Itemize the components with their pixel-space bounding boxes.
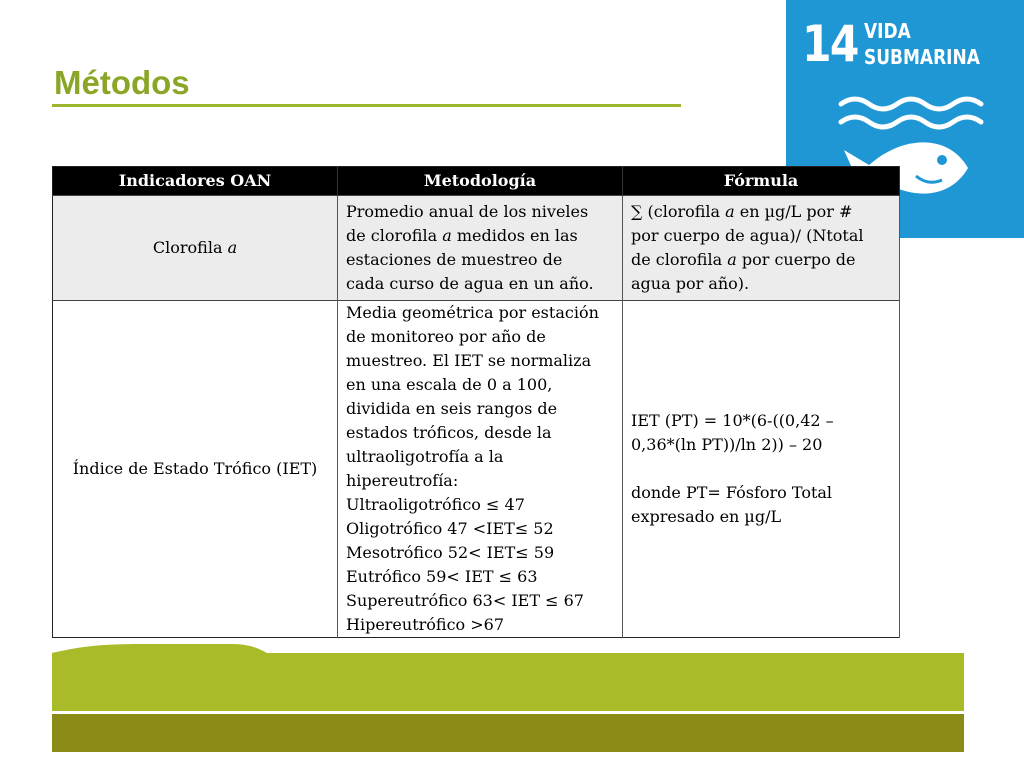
formula-note-line: donde PT= Fósforo Total	[631, 483, 833, 502]
method-line: estaciones de muestreo de	[346, 250, 563, 269]
method-line: Mesotrófico 52< IET≤ 59	[346, 543, 555, 562]
decorative-band-green	[52, 653, 964, 711]
indicator-cell	[53, 196, 338, 301]
header-metodologia: Metodología	[338, 167, 623, 196]
formula-spacer	[631, 457, 891, 481]
indicator-italic: a	[227, 238, 238, 257]
slide-title: Métodos	[54, 64, 190, 101]
method-line: estados tróficos, desde la	[346, 423, 552, 442]
formula-line: IET (PT) = 10*(6-((0,42 –	[631, 411, 834, 430]
indicator-name: Clorofila	[152, 238, 228, 257]
formula-cell	[623, 196, 900, 301]
method-line: de clorofila a medidos en las	[346, 226, 578, 245]
formula-note-line: expresado en µg/L	[631, 507, 782, 526]
table-row	[53, 196, 900, 301]
method-line: Hipereutrófico >67	[346, 615, 505, 634]
method-line: Promedio anual de los niveles	[346, 202, 589, 221]
sdg-number: 14	[802, 15, 858, 73]
title-underline	[52, 104, 681, 107]
method-line: Oligotrófico 47 <IET≤ 52	[346, 519, 554, 538]
method-line: muestreo. El IET se normaliza	[346, 351, 592, 370]
method-line: Supereutrófico 63< IET ≤ 67	[346, 591, 584, 610]
formula-line: ∑ (clorofila a en µg/L por #	[631, 202, 853, 221]
formula-cell	[623, 301, 900, 638]
indicator-name: Índice de Estado Trófico (IET)	[72, 459, 318, 478]
formula-line: de clorofila a por cuerpo de	[631, 250, 856, 269]
formula-line: 0,36*(ln PT))/ln 2)) – 20	[631, 435, 823, 454]
method-cell	[338, 196, 623, 301]
method-line: cada curso de agua en un año.	[346, 274, 594, 293]
sdg-label-line2: SUBMARINA	[864, 45, 980, 69]
formula-line: por cuerpo de agua)/ (Ntotal	[631, 226, 864, 245]
header-indicadores: Indicadores OAN	[53, 167, 338, 196]
table-header-row	[53, 167, 900, 196]
method-line: hipereutrofía:	[346, 471, 459, 490]
method-line: en una escala de 0 a 100,	[346, 375, 553, 394]
method-line: ultraoligotrofía a la	[346, 447, 504, 466]
method-line: Media geométrica por estación	[346, 303, 599, 322]
method-line: de monitoreo por año de	[346, 327, 546, 346]
methods-table	[52, 166, 900, 638]
method-line: dividida en seis rangos de	[346, 399, 558, 418]
sdg-label	[864, 18, 980, 70]
table-row	[53, 301, 900, 638]
header-formula: Fórmula	[623, 167, 900, 196]
decorative-band-olive	[52, 714, 964, 752]
indicator-cell	[53, 301, 338, 638]
method-cell	[338, 301, 623, 638]
method-line: Ultraoligotrófico ≤ 47	[346, 495, 525, 514]
formula-line: agua por año).	[631, 274, 750, 293]
sdg-label-line1: VIDA	[864, 19, 911, 43]
method-line: Eutrófico 59< IET ≤ 63	[346, 567, 538, 586]
